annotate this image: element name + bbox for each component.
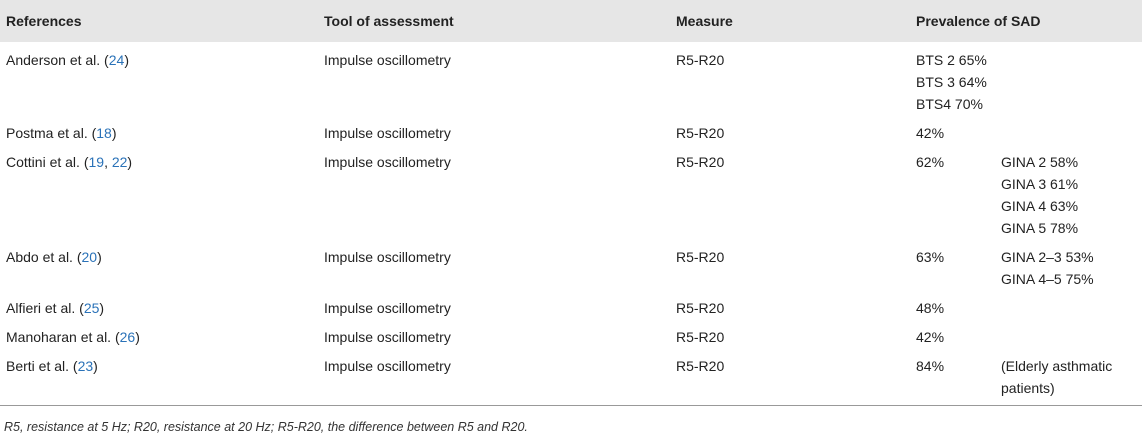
- cell-prevalence: [910, 42, 1142, 115]
- table-body: [0, 42, 1142, 406]
- header-prevalence: Prevalence of SAD: [910, 0, 1142, 42]
- cell-measure: R5-R20: [676, 329, 725, 345]
- cell-prevalence: [910, 348, 1142, 406]
- cell-reference: Manoharan et al. (26): [6, 329, 140, 345]
- cell-measure: R5-R20: [670, 348, 910, 406]
- table-row: [0, 290, 1142, 319]
- cell-measure: R5-R20: [676, 154, 725, 170]
- table-footnote: R5, resistance at 5 Hz; R20, resistance at 20 Hz; R5-R20, the difference between R5 and R20.: [4, 420, 528, 434]
- cell-tool: Impulse oscillometry: [324, 300, 451, 316]
- author-text: Anderson et al. (: [6, 52, 109, 68]
- citation-link[interactable]: 25: [83, 300, 100, 316]
- prevalence-subgroup: GINA 4–5 75%: [1001, 271, 1094, 287]
- cell-prevalence: [910, 239, 1142, 290]
- author-text: Manoharan et al. (: [6, 329, 120, 345]
- table-row: [0, 348, 1142, 406]
- header-references: References: [0, 0, 318, 42]
- author-text: Postma et al. (: [6, 125, 97, 141]
- prevalence-value: 42%: [916, 329, 945, 345]
- cell-prevalence: [910, 290, 1142, 319]
- table-row: [0, 319, 1142, 348]
- citation-link[interactable]: 19: [88, 154, 105, 170]
- table-row: [0, 239, 1142, 290]
- cell-measure: R5-R20: [676, 125, 725, 141]
- cell-tool: Impulse oscillometry: [318, 348, 670, 406]
- citation-link[interactable]: 22: [111, 154, 128, 170]
- cell-reference: Anderson et al. (24): [6, 52, 129, 68]
- cell-reference: Abdo et al. (20): [6, 249, 102, 265]
- cell-reference: Alfieri et al. (25): [6, 300, 105, 316]
- cell-measure: R5-R20: [676, 52, 725, 68]
- prevalence-subgroup: GINA 2–3 53%: [1001, 249, 1094, 265]
- prevalence-value: BTS4 70%: [916, 96, 983, 112]
- cell-tool: Impulse oscillometry: [324, 249, 451, 265]
- cell-reference: Postma et al. (18): [6, 125, 117, 141]
- cell-tool: Impulse oscillometry: [324, 125, 451, 141]
- prevalence-subgroup: GINA 2 58%: [1001, 154, 1079, 170]
- cell-prevalence: [910, 144, 1142, 239]
- prevalence-value: 84%: [916, 358, 945, 374]
- prevalence-value: 48%: [916, 300, 945, 316]
- prevalence-value: BTS 2 65%: [916, 52, 987, 68]
- table-row: [0, 42, 1142, 115]
- citation-link[interactable]: 26: [119, 329, 136, 345]
- author-text: Cottini et al. (: [6, 154, 89, 170]
- cell-measure: R5-R20: [676, 300, 725, 316]
- table-row: [0, 144, 1142, 239]
- prevalence-subgroup: (Elderly asthmatic: [1001, 358, 1113, 374]
- prevalence-value: 42%: [916, 125, 945, 141]
- table-header: [0, 0, 1142, 42]
- author-text: Alfieri et al. (: [6, 300, 84, 316]
- cell-tool: Impulse oscillometry: [324, 154, 451, 170]
- prevalence-subgroup: GINA 5 78%: [1001, 220, 1079, 236]
- author-text: Berti et al. (: [6, 358, 78, 374]
- prevalence-value: 62%: [916, 154, 945, 170]
- cell-tool: Impulse oscillometry: [324, 52, 451, 68]
- author-text: Abdo et al. (: [6, 249, 82, 265]
- citation-link[interactable]: 18: [96, 125, 112, 141]
- cell-reference: Berti et al. (23): [0, 348, 318, 406]
- citation-link[interactable]: 20: [81, 249, 98, 265]
- citation-link[interactable]: 23: [77, 358, 94, 374]
- table-row: [0, 115, 1142, 144]
- prevalence-subgroup: GINA 4 63%: [1001, 198, 1079, 214]
- cell-prevalence: [910, 115, 1142, 144]
- cell-reference: Cottini et al. (19, 22): [6, 154, 133, 170]
- prevalence-subgroup: GINA 3 61%: [1001, 176, 1079, 192]
- prevalence-subgroup: patients): [1001, 380, 1055, 396]
- prevalence-value: 63%: [916, 249, 945, 265]
- cell-prevalence: [910, 319, 1142, 348]
- cell-measure: R5-R20: [676, 249, 725, 265]
- cell-tool: Impulse oscillometry: [324, 329, 451, 345]
- header-measure: Measure: [670, 0, 910, 42]
- prevalence-value: BTS 3 64%: [916, 74, 987, 90]
- header-tool: Tool of assessment: [318, 0, 670, 42]
- citation-link[interactable]: 24: [108, 52, 125, 68]
